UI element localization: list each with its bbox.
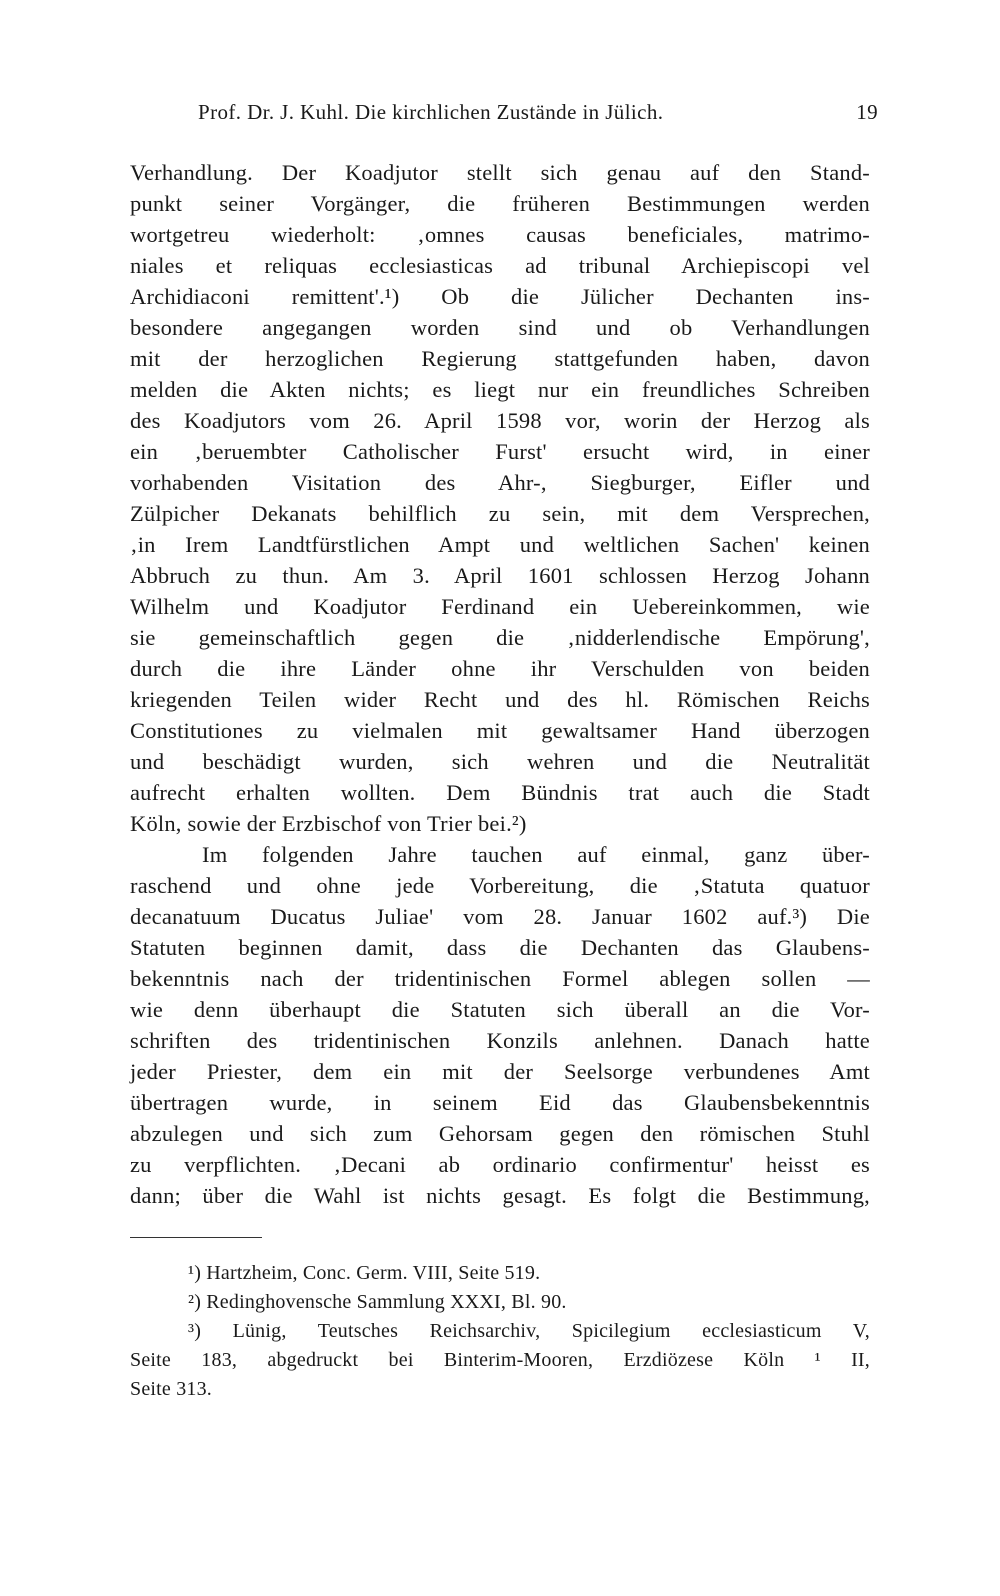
text-line: schriften des tridentinischen Konzils anlehnen. Danach hatte bbox=[130, 1028, 870, 1053]
text-line: Zülpicher Dekanats behilflich zu sein, mit dem Versprechen, bbox=[130, 501, 870, 526]
footnote-3-continued: Seite 183, abgedruckt bei Binterim-Mooren, Erzdiözese Köln ¹ II, bbox=[130, 1349, 870, 1371]
text-line: punkt seiner Vorgänger, die früheren Bestimmungen werden bbox=[130, 191, 870, 216]
text-line: durch die ihre Länder ohne ihr Verschulden von beiden bbox=[130, 656, 870, 681]
text-line: Archidiaconi remittent'.¹) Ob die Jülicher Dechanten ins- bbox=[130, 284, 870, 309]
text-line: Im folgenden Jahre tauchen auf einmal, ganz über- bbox=[202, 842, 870, 867]
text-line: raschend und ohne jede Vorbereitung, die ‚Statuta quatuor bbox=[130, 873, 870, 898]
footnote-separator bbox=[130, 1237, 262, 1238]
text-line: übertragen wurde, in seinem Eid das Glaubensbekenntnis bbox=[130, 1090, 870, 1115]
footnote-3-continued: Seite 313. bbox=[130, 1378, 212, 1400]
page-header bbox=[198, 100, 878, 134]
text-line: jeder Priester, dem ein mit der Seelsorge verbundenes Amt bbox=[130, 1059, 870, 1084]
body-text bbox=[130, 157, 870, 1211]
text-line: aufrecht erhalten wollten. Dem Bündnis trat auch die Stadt bbox=[130, 780, 870, 805]
text-line: des Koadjutors vom 26. April 1598 vor, worin der Herzog als bbox=[130, 408, 870, 433]
text-line: abzulegen und sich zum Gehorsam gegen den römischen Stuhl bbox=[130, 1121, 870, 1146]
text-line: dann; über die Wahl ist nichts gesagt. Es folgt die Bestimmung, bbox=[130, 1183, 870, 1208]
text-line: vorhabenden Visitation des Ahr-, Siegburger, Eifler und bbox=[130, 470, 870, 495]
text-line: wie denn überhaupt die Statuten sich überall an die Vor- bbox=[130, 997, 870, 1022]
text-line: Statuten beginnen damit, dass die Dechanten das Glaubens- bbox=[130, 935, 870, 960]
text-line: melden die Akten nichts; es liegt nur ein freundliches Schreiben bbox=[130, 377, 870, 402]
running-title: Prof. Dr. J. Kuhl. Die kirchlichen Zustände in Jülich. bbox=[198, 100, 664, 124]
text-line: kriegenden Teilen wider Recht und des hl. Römischen Reichs bbox=[130, 687, 870, 712]
text-line: Wilhelm und Koadjutor Ferdinand ein Uebereinkommen, wie bbox=[130, 594, 870, 619]
text-line: besondere angegangen worden sind und ob Verhandlungen bbox=[130, 315, 870, 340]
text-line: ‚in Irem Landtfürstlichen Ampt und weltlichen Sachen' keinen bbox=[130, 532, 870, 557]
text-line: und beschädigt wurden, sich wehren und die Neutralität bbox=[130, 749, 870, 774]
text-line: ein ‚beruembter Catholischer Furst' ersucht wird, in einer bbox=[130, 439, 870, 464]
text-line: Köln, sowie der Erzbischof von Trier bei.²) bbox=[130, 811, 527, 836]
text-line: wortgetreu wiederholt: ‚omnes causas beneficiales, matrimo- bbox=[130, 222, 870, 247]
footnotes bbox=[130, 1259, 870, 1404]
footnote-3: ³) Lünig, Teutsches Reichsarchiv, Spicilegium ecclesiasticum V, bbox=[188, 1320, 870, 1342]
text-line: bekenntnis nach der tridentinischen Formel ablegen sollen — bbox=[130, 966, 870, 991]
footnote-2: ²) Redinghovensche Sammlung XXXI, Bl. 90. bbox=[188, 1291, 567, 1313]
text-line: zu verpflichten. ‚Decani ab ordinario confirmentur' heisst es bbox=[130, 1152, 870, 1177]
text-line: sie gemeinschaftlich gegen die ‚nidderlendische Empörung', bbox=[130, 625, 870, 650]
footnote-1: ¹) Hartzheim, Conc. Germ. VIII, Seite 519. bbox=[188, 1262, 541, 1284]
page-number: 19 bbox=[856, 100, 878, 124]
text-line: Verhandlung. Der Koadjutor stellt sich genau auf den Stand- bbox=[130, 160, 870, 185]
text-line: Abbruch zu thun. Am 3. April 1601 schlossen Herzog Johann bbox=[130, 563, 870, 588]
text-line: Constitutiones zu vielmalen mit gewaltsamer Hand überzogen bbox=[130, 718, 870, 743]
text-line: mit der herzoglichen Regierung stattgefunden haben, davon bbox=[130, 346, 870, 371]
text-line: niales et reliquas ecclesiasticas ad tribunal Archiepiscopi vel bbox=[130, 253, 870, 278]
text-line: decanatuum Ducatus Juliae' vom 28. Januar 1602 auf.³) Die bbox=[130, 904, 870, 929]
